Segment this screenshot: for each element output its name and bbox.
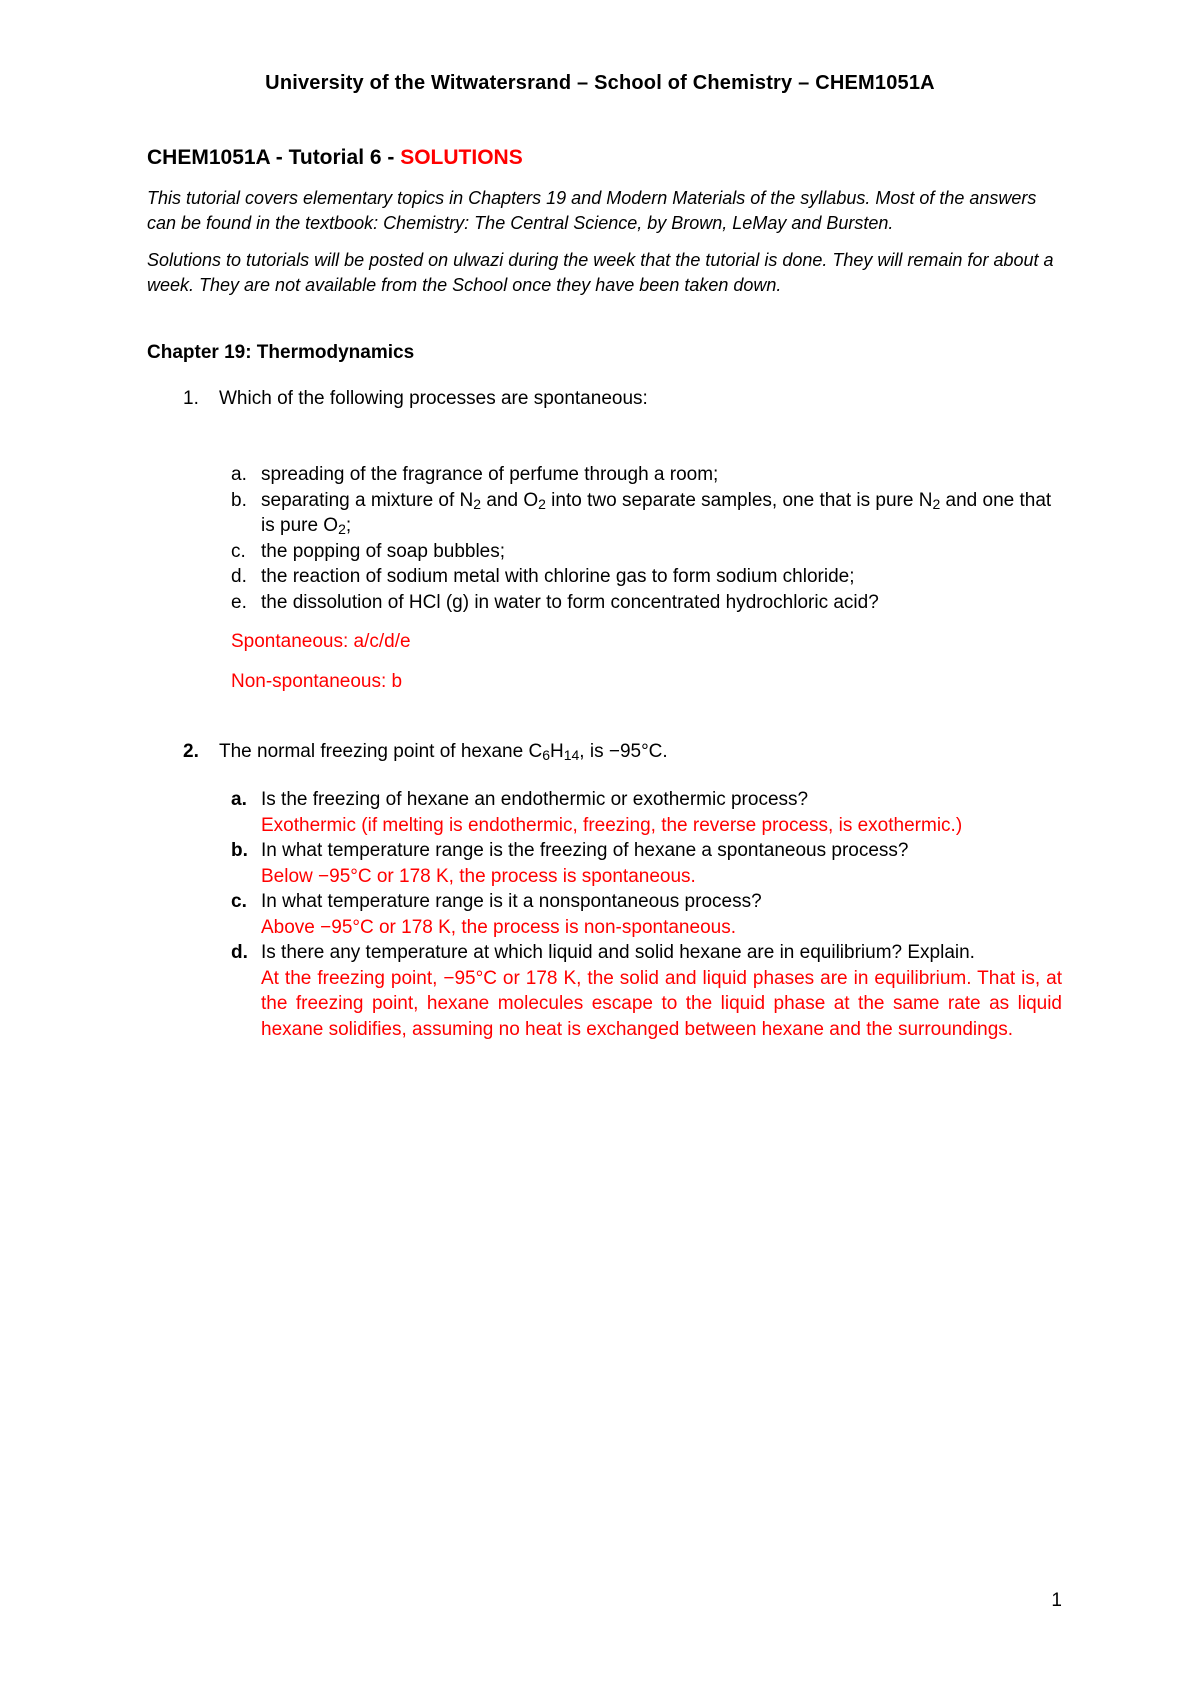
question-1-text: Which of the following processes are spontaneous: [219,388,648,409]
list-item: b. separating a mixture of $N_2$ and $O_2$ into two separate samples, one that is pure $N_2$ and one that is pure $O_2$; [231,489,1052,537]
answer-spontaneous: Spontaneous: a/c/d/e [231,631,411,652]
title-solutions: SOLUTIONS [400,146,523,169]
document-title [147,146,1062,170]
answer-a: Exothermic (if melting is endothermic, freezing, the reverse process, is exothermic.) [261,814,963,836]
answer-b: Below −95°C or 178 K, the process is spontaneous. [261,865,696,887]
page-header: University of the Witwatersrand – School of Chemistry – CHEM1051A [265,72,935,94]
title-prefix: CHEM1051A - Tutorial 6 - [147,146,401,169]
question-2: 2. The normal freezing point of hexane $C_6H_{14}$, is −95°C. [183,741,668,763]
answer-c: Above −95°C or 178 K, the process is non-spontaneous. [261,916,736,938]
answer-nonspontaneous: Non-spontaneous: b [231,671,403,692]
list-item: c. In what temperature range is it a nonspontaneous process? Above −95°C or 178 K, the process is non-spontaneous. [231,891,762,938]
answer-d: At the freezing point, −95°C or 178 K, the solid and liquid phases are in equilibrium. That is, at the freezing point, hexane molecules escape to the liquid phase at the same rate as liquid hexane solidifies, assuming no heat is exchanged between hexane and the surroundings. [261,967,1062,1040]
list-item: a. spreading of the fragrance of perfume through a room; [231,464,719,485]
list-item: e. the dissolution of HCl (g) in water to form concentrated hydrochloric acid? [231,591,879,613]
question-1 [147,386,1062,412]
list-item: b. In what temperature range is the freezing of hexane a spontaneous process? Below −95°C or 178 K, the process is spontaneous. [231,840,909,887]
page-number: 1 [1051,1590,1062,1611]
list-item: a. Is the freezing of hexane an endothermic or exothermic process? Exothermic (if melting is endothermic, freezing, the reverse process, is exothermic.) [231,789,963,836]
list-item: d. Is there any temperature at which liquid and solid hexane are in equilibrium? Explain. At the freezing point, −95°C or 178 K, the solid and liquid phases are in equilibrium. That is, at the freezing point, hexane molecules escape to the liquid phase at the same rate as liquid hexane solidifies, assuming no heat is exchanged between hexane and the surroundings. [231,942,1062,1040]
question-1-number: 1. [183,388,199,409]
intro-paragraph-1: This tutorial covers elementary topics in Chapters 19 and Modern Materials of the syllabus. Most of the answers can be found in the textbook: Chemistry: The Central Science, by Brown, LeMay and Bursten. [147,188,1037,233]
question-2-number: 2. [183,741,199,762]
question-2-parts [147,787,1062,1042]
intro-paragraph-2: Solutions to tutorials will be posted on ulwazi during the week that the tutorial is done. They will remain for about a week. They are not available from the School once they have been taken down. [147,250,1054,295]
list-item: d. the reaction of sodium metal with chlorine gas to form sodium chloride; [231,566,855,587]
list-item: c. the popping of soap bubbles; [231,540,506,562]
question-1-options [147,462,1062,615]
document-body [147,146,1062,1042]
chapter-heading: Chapter 19: Thermodynamics [147,342,415,363]
